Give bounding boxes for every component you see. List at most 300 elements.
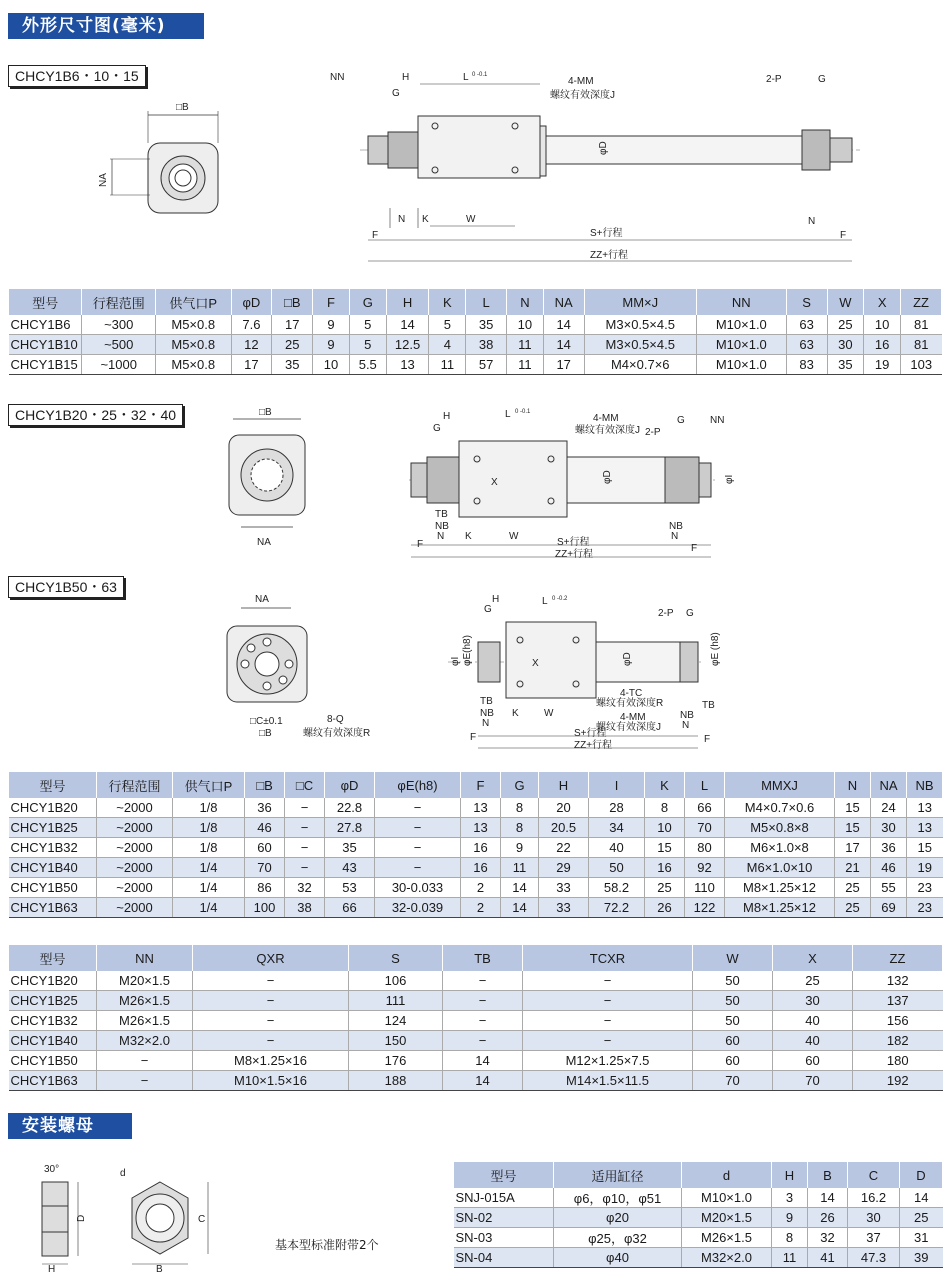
column-header: NA (871, 772, 907, 798)
table-cell: 16 (461, 838, 501, 858)
dim-nn-label: NN (330, 72, 345, 83)
table-cell: − (375, 858, 461, 878)
dim-p-label: 2-P (658, 608, 674, 619)
dim-n2-label: N (808, 216, 816, 227)
dim-mm-label: 4-MM (620, 712, 646, 723)
nut-table (453, 1162, 943, 1268)
table-cell: CHCY1B63 (9, 1071, 97, 1091)
table-cell: 1/4 (173, 878, 245, 898)
table-cell: 63 (786, 335, 827, 355)
table-cell: 28 (589, 798, 645, 818)
dim-w-label: W (466, 214, 476, 225)
table-cell: 31 (900, 1228, 943, 1248)
table-cell: 70 (693, 1071, 773, 1091)
column-header: F (313, 289, 350, 315)
table-cell: 8 (645, 798, 685, 818)
table-cell: ~2000 (97, 838, 173, 858)
table-cell: 11 (507, 335, 544, 355)
table-cell: 30 (773, 991, 853, 1011)
table-row (454, 1248, 943, 1268)
table-cell: 13 (461, 798, 501, 818)
table-cell: CHCY1B6 (9, 315, 82, 335)
column-header: 适用缸径 (554, 1162, 682, 1188)
table-row (9, 315, 942, 335)
dim-l-label: L (463, 72, 469, 83)
column-header: ZZ (901, 289, 942, 315)
table-cell: 25 (773, 971, 853, 991)
table-cell: 58.2 (589, 878, 645, 898)
table-cell: CHCY1B25 (9, 818, 97, 838)
table-row (9, 971, 943, 991)
table-cell: 19 (864, 355, 901, 375)
table-row (9, 838, 943, 858)
column-header: 行程范围 (97, 772, 173, 798)
table-row (9, 898, 943, 918)
dim-h-label: H (48, 1264, 56, 1275)
dim-tb-label: TB (480, 696, 493, 707)
column-header: 型号 (9, 289, 82, 315)
table-cell: M10×1.0 (696, 335, 786, 355)
table-cell: − (285, 798, 325, 818)
dim-tb-label: TB (435, 509, 448, 520)
table-header-row (9, 772, 943, 798)
table-cell: 14 (808, 1188, 848, 1208)
dim-h-label: H (402, 72, 410, 83)
table-cell: 156 (853, 1011, 943, 1031)
table-cell: − (375, 838, 461, 858)
table-cell: 110 (685, 878, 725, 898)
table-cell: 14 (443, 1071, 523, 1091)
thread-r2-label: 螺纹有效深度R (596, 698, 664, 709)
table-cell: 70 (245, 858, 285, 878)
table-cell: 34 (589, 818, 645, 838)
dim-angle-label: 30° (44, 1164, 60, 1175)
column-header: D (900, 1162, 943, 1188)
table-cell: 132 (853, 971, 943, 991)
table-header-row (9, 945, 943, 971)
table-cell: 150 (349, 1031, 443, 1051)
table-cell: M6×1.0×10 (725, 858, 835, 878)
drawing-1-side-view (320, 68, 880, 273)
dim-nn-label: NN (710, 415, 725, 426)
table-cell: − (443, 1011, 523, 1031)
table-row (9, 858, 943, 878)
column-header: X (864, 289, 901, 315)
table-cell: 60 (245, 838, 285, 858)
dim-s-label: S+行程 (557, 537, 590, 548)
table-cell: 38 (285, 898, 325, 918)
column-header: B (808, 1162, 848, 1188)
table-cell: CHCY1B40 (9, 1031, 97, 1051)
table-cell: M10×1.5×16 (193, 1071, 349, 1091)
dim-c-label: □C±0.1 (250, 716, 283, 727)
section-title-nut: 安装螺母 (8, 1113, 132, 1139)
table-cell: 192 (853, 1071, 943, 1091)
table-cell: 2 (461, 878, 501, 898)
table-row (9, 1031, 943, 1051)
dim-mm-label: 4-MM (593, 413, 619, 424)
table-cell: 53 (325, 878, 375, 898)
table-cell: 81 (901, 335, 942, 355)
column-header: □C (285, 772, 325, 798)
table-cell: 22.8 (325, 798, 375, 818)
table-cell: 11 (507, 355, 544, 375)
dim-n2-label: N (682, 720, 690, 731)
table-cell: 60 (773, 1051, 853, 1071)
table-row (9, 1011, 943, 1031)
table-cell: 47.3 (848, 1248, 900, 1268)
dim-p-label: 2-P (766, 74, 782, 85)
dim-nb2-label: NB (669, 521, 683, 532)
model-label-1: CHCY1B6・10・15 (8, 65, 146, 87)
dim-g2-label: G (818, 74, 826, 85)
table-cell: CHCY1B50 (9, 1051, 97, 1071)
dim-c-label: C (198, 1214, 206, 1225)
table-cell: 13 (386, 355, 429, 375)
table-cell: − (443, 991, 523, 1011)
table-cell: 11 (429, 355, 466, 375)
table-cell: 180 (853, 1051, 943, 1071)
table-cell: − (193, 1031, 349, 1051)
table-cell: CHCY1B40 (9, 858, 97, 878)
table-cell: 81 (901, 315, 942, 335)
table-cell: 24 (871, 798, 907, 818)
nut-drawing (20, 1160, 230, 1275)
table-cell: − (375, 818, 461, 838)
table-cell: 19 (907, 858, 943, 878)
dim-q-label: 8-Q (327, 714, 344, 725)
table-cell: 57 (466, 355, 507, 375)
table-cell: M14×1.5×11.5 (523, 1071, 693, 1091)
dim-g-label: G (484, 604, 492, 615)
column-header: □B (272, 289, 313, 315)
model-label-2: CHCY1B20・25・32・40 (8, 404, 183, 426)
table-cell: 15 (645, 838, 685, 858)
dim-nb-label: NB (480, 708, 494, 719)
table-row (9, 991, 943, 1011)
table-cell: SNJ-015A (454, 1188, 554, 1208)
table-cell: 14 (900, 1188, 943, 1208)
column-header: N (507, 289, 544, 315)
table-cell: 41 (808, 1248, 848, 1268)
dim-h-label: H (492, 594, 500, 605)
dim-eh-label: φE(h8) (462, 635, 473, 666)
table-cell: 9 (501, 838, 539, 858)
dim-w-label: W (544, 708, 554, 719)
dim-eh2-label: φE (h8) (710, 632, 721, 666)
dim-nb-label: NB (435, 521, 449, 532)
table-cell: 8 (501, 818, 539, 838)
table-cell: 30 (827, 335, 864, 355)
table-cell: M10×1.0 (682, 1188, 772, 1208)
table-cell: 70 (773, 1071, 853, 1091)
dim-b-label: □B (176, 102, 189, 113)
table-header-row (454, 1162, 943, 1188)
table-cell: 182 (853, 1031, 943, 1051)
column-header: 行程范围 (82, 289, 155, 315)
table-cell: 14 (543, 315, 584, 335)
table-cell: ~300 (82, 315, 155, 335)
column-header: NN (97, 945, 193, 971)
table-header-row (9, 289, 942, 315)
table-cell: − (443, 1031, 523, 1051)
table-cell: M5×0.8 (155, 355, 231, 375)
column-header: L (466, 289, 507, 315)
table-cell: 176 (349, 1051, 443, 1071)
table-cell: 35 (466, 315, 507, 335)
dim-f2-label: F (704, 734, 711, 745)
table-cell: 16.2 (848, 1188, 900, 1208)
dim-x-label: X (491, 477, 498, 488)
table-cell: 35 (272, 355, 313, 375)
dim-l-label: L (505, 409, 511, 420)
dim-n-label: N (398, 214, 406, 225)
table-cell: 16 (864, 335, 901, 355)
table-cell: 25 (835, 878, 871, 898)
table-cell: − (193, 1011, 349, 1031)
table-cell: 14 (501, 898, 539, 918)
table-cell: 17 (272, 315, 313, 335)
table-cell: M8×1.25×16 (193, 1051, 349, 1071)
spec-table-1 (8, 289, 942, 375)
dim-nb2-label: NB (680, 710, 694, 721)
table-cell: − (375, 798, 461, 818)
table-cell: 14 (386, 315, 429, 335)
table-cell: φ25，φ32 (554, 1228, 682, 1248)
table-cell: 50 (589, 858, 645, 878)
table-row (9, 878, 943, 898)
table-cell: 5.5 (349, 355, 386, 375)
dim-k-label: K (422, 214, 429, 225)
column-header: H (386, 289, 429, 315)
table-cell: 50 (693, 1011, 773, 1031)
column-header: φE(h8) (375, 772, 461, 798)
table-cell: CHCY1B10 (9, 335, 82, 355)
column-header: MMXJ (725, 772, 835, 798)
table-cell: SN-02 (454, 1208, 554, 1228)
dim-d-label: φD (622, 652, 633, 666)
column-header: F (461, 772, 501, 798)
table-cell: CHCY1B20 (9, 971, 97, 991)
column-header: 型号 (454, 1162, 554, 1188)
table-cell: − (523, 1031, 693, 1051)
table-cell: 11 (772, 1248, 808, 1268)
table-cell: 83 (786, 355, 827, 375)
table-cell: ~1000 (82, 355, 155, 375)
dim-zz-label: ZZ+行程 (574, 740, 613, 751)
dim-d-side-label: D (76, 1214, 87, 1222)
table-cell: ~2000 (97, 878, 173, 898)
table-cell: − (523, 991, 693, 1011)
thread-j-label: 螺纹有效深度J (596, 722, 661, 733)
table-cell: 26 (808, 1208, 848, 1228)
table-cell: 66 (685, 798, 725, 818)
table-cell: M4×0.7×0.6 (725, 798, 835, 818)
table-cell: ~2000 (97, 818, 173, 838)
table-cell: 60 (693, 1031, 773, 1051)
table-cell: 25 (835, 898, 871, 918)
table-row (9, 818, 943, 838)
nut-note: 基本型标准附带2个 (275, 1238, 379, 1252)
thread-j-label: 螺纹有效深度J (550, 90, 615, 101)
table-cell: M5×0.8 (155, 335, 231, 355)
dim-zz-label: ZZ+行程 (590, 250, 629, 261)
table-cell: 80 (685, 838, 725, 858)
table-cell: CHCY1B32 (9, 838, 97, 858)
column-header: 型号 (9, 772, 97, 798)
table-cell: M3×0.5×4.5 (584, 335, 696, 355)
column-header: TCXR (523, 945, 693, 971)
dim-g-label: G (392, 88, 400, 99)
table-cell: 32 (808, 1228, 848, 1248)
thread-j-label: 螺纹有效深度J (575, 425, 640, 436)
column-header: S (349, 945, 443, 971)
table-cell: M8×1.25×12 (725, 898, 835, 918)
section-title-dimensions: 外形尺寸图(毫米) (8, 13, 204, 39)
table-cell: M4×0.7×6 (584, 355, 696, 375)
table-cell: 1/8 (173, 798, 245, 818)
table-cell: 25 (900, 1208, 943, 1228)
table-cell: 9 (772, 1208, 808, 1228)
spec-table-2 (8, 772, 943, 918)
table-cell: 1/8 (173, 838, 245, 858)
table-cell: 40 (773, 1031, 853, 1051)
dim-na-label: NA (98, 173, 109, 187)
table-cell: M8×1.25×12 (725, 878, 835, 898)
column-header: I (589, 772, 645, 798)
table-cell: 10 (507, 315, 544, 335)
dim-l-tol: 0 -0.2 (552, 596, 568, 602)
column-header: C (848, 1162, 900, 1188)
dim-p-label: 2-P (645, 427, 661, 438)
table-cell: M20×1.5 (682, 1208, 772, 1228)
table-cell: CHCY1B32 (9, 1011, 97, 1031)
column-header: NA (543, 289, 584, 315)
dim-g-label: G (433, 423, 441, 434)
table-cell: 1/4 (173, 898, 245, 918)
drawing-2-side-view (405, 405, 745, 565)
table-cell: M6×1.0×8 (725, 838, 835, 858)
dim-k-label: K (465, 531, 472, 542)
table-cell: 13 (907, 798, 943, 818)
column-header: MM×J (584, 289, 696, 315)
table-cell: M3×0.5×4.5 (584, 315, 696, 335)
table-cell: − (285, 858, 325, 878)
dim-mm-label: 4-MM (568, 76, 594, 87)
dim-d-label: φD (598, 141, 609, 155)
dim-f-label: F (372, 230, 379, 241)
dim-w-label: W (509, 531, 519, 542)
dim-f2-label: F (691, 543, 698, 554)
table-cell: 50 (693, 991, 773, 1011)
table-cell: 20.5 (539, 818, 589, 838)
table-row (9, 798, 943, 818)
table-cell: M5×0.8×8 (725, 818, 835, 838)
dim-zz-label: ZZ+行程 (555, 549, 594, 560)
table-cell: 13 (461, 818, 501, 838)
table-cell: 40 (773, 1011, 853, 1031)
table-cell: SN-04 (454, 1248, 554, 1268)
table-cell: ~2000 (97, 798, 173, 818)
table-row (454, 1188, 943, 1208)
thread-r-label: 螺纹有效深度R (303, 728, 371, 739)
table-cell: − (193, 971, 349, 991)
table-row (454, 1228, 943, 1248)
table-cell: 124 (349, 1011, 443, 1031)
table-cell: M5×0.8 (155, 315, 231, 335)
dim-na-label: NA (257, 537, 271, 548)
table-cell: 10 (313, 355, 350, 375)
table-cell: 22 (539, 838, 589, 858)
column-header: 供气口P (155, 289, 231, 315)
table-cell: 100 (245, 898, 285, 918)
table-cell: M32×2.0 (682, 1248, 772, 1268)
table-cell: 36 (245, 798, 285, 818)
table-cell: 39 (900, 1248, 943, 1268)
table-cell: 20 (539, 798, 589, 818)
drawing-2-end-view (215, 405, 335, 555)
table-cell: 188 (349, 1071, 443, 1091)
dim-n-label: N (482, 718, 490, 729)
table-cell: 33 (539, 878, 589, 898)
table-cell: M20×1.5 (97, 971, 193, 991)
table-cell: 17 (835, 838, 871, 858)
table-cell: 13 (907, 818, 943, 838)
column-header: QXR (193, 945, 349, 971)
table-cell: M26×1.5 (97, 991, 193, 1011)
table-cell: 72.2 (589, 898, 645, 918)
table-cell: 86 (245, 878, 285, 898)
column-header: 供气口P (173, 772, 245, 798)
dim-n-label: N (437, 531, 445, 542)
table-cell: 43 (325, 858, 375, 878)
table-cell: 23 (907, 898, 943, 918)
table-cell: M10×1.0 (696, 315, 786, 335)
dim-h-label: H (443, 411, 451, 422)
drawing-3-side-view (440, 590, 730, 755)
table-cell: SN-03 (454, 1228, 554, 1248)
dim-d-label: φD (602, 470, 613, 484)
table-cell: ~500 (82, 335, 155, 355)
dim-g2-label: G (677, 415, 685, 426)
table-cell: M26×1.5 (682, 1228, 772, 1248)
table-cell: 106 (349, 971, 443, 991)
table-cell: − (523, 971, 693, 991)
table-cell: 10 (645, 818, 685, 838)
table-cell: 111 (349, 991, 443, 1011)
table-row (9, 1071, 943, 1091)
table-cell: M26×1.5 (97, 1011, 193, 1031)
table-cell: 30-0.033 (375, 878, 461, 898)
drawing-1-end-view (90, 95, 230, 225)
table-cell: 10 (864, 315, 901, 335)
table-cell: M10×1.0 (696, 355, 786, 375)
table-cell: 66 (325, 898, 375, 918)
column-header: X (773, 945, 853, 971)
table-cell: 4 (429, 335, 466, 355)
table-cell: 29 (539, 858, 589, 878)
dim-i-label: φI (450, 656, 461, 666)
table-cell: 21 (835, 858, 871, 878)
model-label-3: CHCY1B50・63 (8, 576, 124, 598)
dim-b-label: □B (259, 728, 272, 739)
table-cell: 14 (501, 878, 539, 898)
table-cell: φ6，φ10，φ51 (554, 1188, 682, 1208)
dim-f-label: F (417, 539, 424, 550)
column-header: φD (231, 289, 272, 315)
dim-b-label: □B (259, 407, 272, 418)
table-row (454, 1208, 943, 1228)
